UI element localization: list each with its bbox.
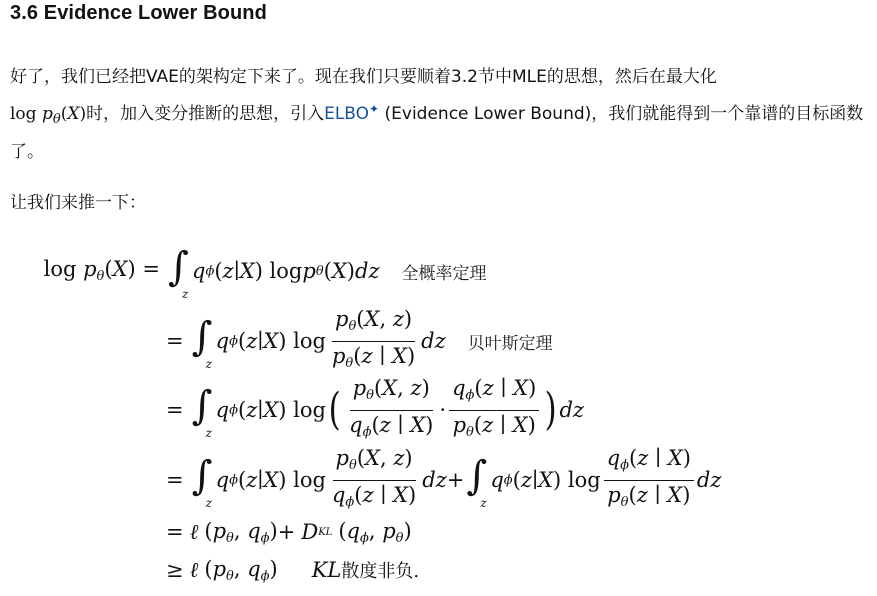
integral-sign: ∫ z (191, 453, 213, 510)
integral-sign: ∫ z (191, 314, 213, 371)
equation-line-3: = ∫ z q ϕ ( z ∣ X ) log ( $\frac{p_\theta(X, z)}{q_\phi(z ∣ X)}$ · $\frac{q_\phi(z ∣ X)}{p_\theta(z ∣ X)}$ ) dz (0, 382, 877, 438)
intro-text-a: 好了，我们已经把VAE的架构定下来了。现在我们只要顺着3.2节中MLE的思想，然后在最大化 (10, 67, 717, 87)
equation-line-5: = ℓ ($p_\theta$, $q_\phi$) + D KL ($q_\phi$, $p_\theta$) (166, 518, 412, 546)
equation-line-1: $\log p_\theta(X)$ = ∫ z q ϕ ( z ∣ X ) log p θ ( X ) dz 全概率定理 (43, 244, 487, 301)
intro-paragraph (10, 61, 870, 168)
equation-line-4: = ∫ z q ϕ ( z ∣ X ) log $\frac{p_\theta(X, z)}{q_\phi(z ∣ X)}$ dz + ∫ z q ϕ ( z ∣ X ) log $\frac{q_\phi(z ∣ X)}{p_\theta(z ∣ X)}$ dz (0, 452, 877, 508)
elbo-link[interactable]: ELBO (324, 104, 370, 124)
integral-sign: ∫ z (466, 453, 488, 510)
integral-sign: ∫ z (168, 244, 189, 301)
derivation-intro: 让我们来推一下： (10, 193, 146, 213)
fraction: $\frac{p_\theta(X, z)}{q_\phi(z ∣ X)}$ (349, 375, 434, 440)
section-heading: 3.6 Evidence Lower Bound (10, 2, 267, 24)
sparkle-icon: ✦ (369, 102, 380, 116)
fraction: $\frac{q_\phi(z ∣ X)}{p_\theta(z ∣ X)}$ (449, 375, 539, 446)
fraction: $\frac{q_\phi(z ∣ X)}{p_\theta(z ∣ X)}$ (604, 445, 694, 516)
equation-line-6: ≥ ℓ ($p_\theta$, $q_\phi$) KL 散度非负. (166, 556, 420, 584)
intro-text-c: (Evidence Lower Bound)，我们就能得到一个靠谱的目标函数了。 (10, 104, 864, 162)
equation-line-2: = ∫ z q ϕ ( z ∣ X ) log $\frac{p_\theta(X, z)}{p_\theta(z ∣ X)}$ dz 贝叶斯定理 (0, 313, 877, 369)
fraction: $\frac{p_\theta(X, z)}{p_\theta(z ∣ X)}$ (331, 306, 416, 371)
intro-text-b: 时，加入变分推断的思想，引入 (86, 104, 325, 124)
note-kl-nonnegative: 散度非负. (341, 561, 420, 582)
equation-lhs: $\log p_\theta(X)$ = (43, 257, 160, 284)
note-total-probability: 全概率定理 (401, 263, 487, 284)
fraction: $\frac{p_\theta(X, z)}{q_\phi(z ∣ X)}$ (331, 445, 417, 510)
inline-math-log-p: $\log p_\theta(X)$ (10, 104, 87, 127)
note-bayes-theorem: 贝叶斯定理 (467, 333, 553, 354)
integral-sign: ∫ z (191, 383, 213, 440)
